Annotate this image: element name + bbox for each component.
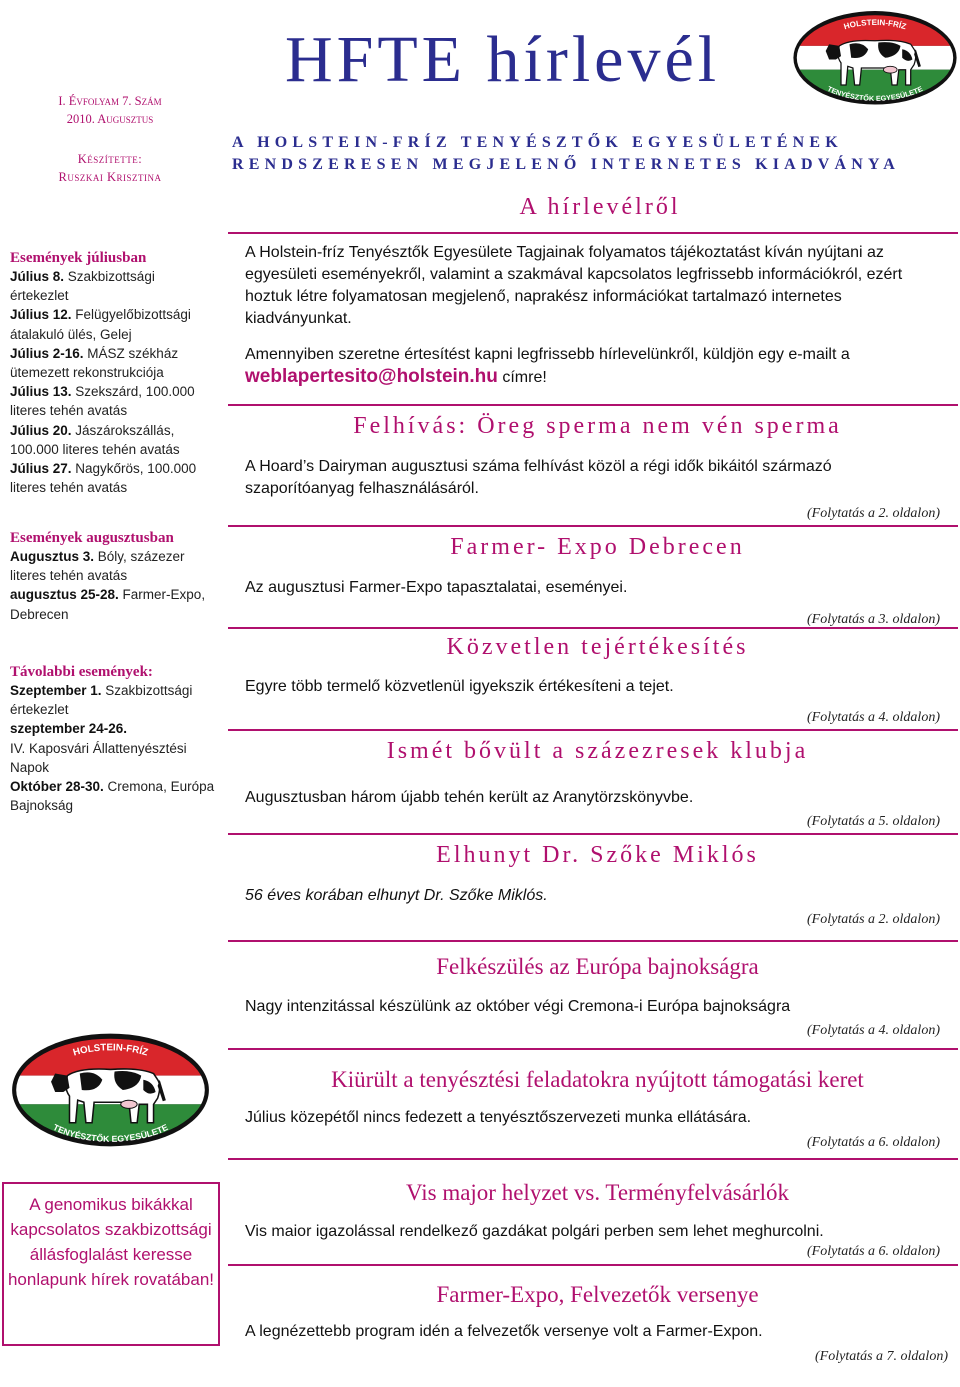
article-summary: A Hoard’s Dairyman augusztusi száma felhívást közöl a régi idők bikáitól származó szaporítóanyag felhasználásáról.	[245, 458, 832, 497]
issue-volume: I. Évfolyam 7. Szám	[58, 94, 162, 108]
list-item: IV. Kaposvári Állattenyésztési Napok	[10, 740, 187, 775]
svg-text:HOLSTEIN-FRÍZ: HOLSTEIN-FRÍZ	[842, 17, 908, 32]
list-item: Október 28-30. Cremona, Európa Bajnokság	[10, 779, 215, 814]
events-later	[10, 664, 215, 815]
author-name: Ruszkai Krisztina	[58, 170, 162, 184]
events-july-heading: Események júliusban	[10, 250, 147, 266]
continuation-note: (Folytatás a 5. oldalon)	[807, 814, 940, 829]
continuation-note: (Folytatás a 2. oldalon)	[807, 912, 940, 927]
continuation-note: (Folytatás a 6. oldalon)	[807, 1135, 940, 1150]
subscribe-suffix: címre!	[497, 369, 547, 386]
events-july-list	[10, 267, 215, 497]
divider	[228, 729, 958, 731]
subscribe-email-link[interactable]: weblapertesito@holstein.hu	[245, 366, 498, 387]
article-title[interactable]: Farmer- Expo Debrecen	[450, 534, 745, 560]
divider	[228, 1048, 958, 1050]
tagline	[232, 132, 900, 176]
continuation-note: (Folytatás a 3. oldalon)	[807, 612, 940, 627]
continuation-note: (Folytatás a 4. oldalon)	[807, 710, 940, 725]
list-item: Augusztus 3. Bóly, százezer literes tehén avatás	[10, 549, 185, 584]
list-item: Szeptember 1. Szakbizottsági értekezlet	[10, 683, 193, 718]
article-summary: Vis maior igazolással rendelkező gazdákat polgári perben sem lehet meghurcolni.	[245, 1223, 824, 1240]
article-title[interactable]: Kiürült a tenyésztési feladatokra nyújtott támogatási keret	[331, 1067, 864, 1092]
svg-text:HOLSTEIN-FRÍZ: HOLSTEIN-FRÍZ	[71, 1042, 150, 1059]
header-logo	[790, 2, 960, 117]
events-august-list	[10, 547, 215, 624]
continuation-note: (Folytatás a 4. oldalon)	[807, 1023, 940, 1038]
article-title[interactable]: Vis major helyzet vs. Terményfelvásárlók	[406, 1180, 789, 1205]
article-title[interactable]: Felhívás: Öreg sperma nem vén sperma	[353, 413, 842, 439]
divider	[228, 833, 958, 835]
list-item: szeptember 24-26.	[10, 721, 128, 737]
association-logo	[8, 1012, 213, 1172]
events-august	[10, 530, 215, 624]
intro-paragraph: A Holstein-fríz Tenyésztők Egyesülete Tagjainak folyamatos tájékoztatást kíván nyújtani az egyesületi eseményekről, valamint a szakmával kapcsolatos legfrissebb információkról, ezért hoztuk létre folyamatosan megjelenő, naprakész információkat tartalmazó internetes kiadványunkat.	[245, 244, 903, 327]
continuation-note: (Folytatás a 2. oldalon)	[807, 506, 940, 521]
svg-text:TENYÉSZTŐK EGYESÜLETE: TENYÉSZTŐK EGYESÜLETE	[825, 84, 925, 103]
intro-subscribe	[245, 344, 945, 389]
divider	[228, 404, 958, 406]
list-item: Július 2-16. MÁSZ székház ütemezett rekonstrukciója	[10, 345, 179, 381]
article-summary: Augusztusban három újabb tehén került az Aranytörzskönyvbe.	[245, 789, 694, 806]
prepared-label: Készítette:	[77, 152, 143, 166]
article-summary: Nagy intenzitással készülünk az október végi Cremona-i Európa bajnokságra	[245, 998, 791, 1015]
divider	[228, 940, 958, 942]
article-title[interactable]: Ismét bővült a százezresek klubja	[386, 738, 809, 764]
list-item: Július 13. Szekszárd, 100.000 literes tehén avatás	[10, 384, 195, 419]
genomics-callout: A genomikus bikákkal kapcsolatos szakbizottsági állásfoglalást keresse honlapunk hírek rovatában!	[2, 1182, 220, 1346]
credits	[10, 150, 210, 186]
divider	[228, 1264, 958, 1266]
issue-date: 2010. Augusztus	[66, 112, 154, 126]
subscribe-text: Amennyiben szeretne értesítést kapni legfrissebb hírlevelünkről, küldjön egy e-mailt a	[245, 346, 850, 363]
intro-title: A hírlevélről	[519, 194, 681, 220]
list-item: Július 20. Jászárokszállás, 100.000 literes tehén avatás	[10, 422, 180, 457]
list-item: Július 12. Felügyelőbizottsági átalakuló ülés, Gelej	[10, 307, 191, 342]
tagline-line-2: RENDSZERESEN MEGJELENŐ INTERNETES KIADVÁNYA	[232, 156, 900, 173]
article-title[interactable]: Felkészülés az Európa bajnokságra	[436, 954, 759, 979]
divider	[228, 627, 958, 629]
events-august-heading: Események augusztusban	[10, 530, 174, 546]
article-summary: Az augusztusi Farmer-Expo tapasztalatai, eseményei.	[245, 579, 628, 596]
issue-info	[10, 92, 210, 128]
continuation-note: (Folytatás a 6. oldalon)	[807, 1244, 940, 1259]
tagline-line-1: A HOLSTEIN-FRÍZ TENYÉSZTŐK EGYESÜLETÉNEK	[232, 134, 843, 151]
article-summary: Egyre több termelő közvetlenül igyekszik értékesíteni a tejet.	[245, 678, 674, 695]
list-item: Július 27. Nagykőrös, 100.000 literes tehén avatás	[10, 461, 197, 496]
divider	[228, 525, 958, 527]
article-title[interactable]: Farmer-Expo, Felvezetők versenye	[436, 1282, 759, 1307]
article-summary: Július közepétől nincs fedezett a tenyésztőszervezeti munka ellátására.	[245, 1109, 752, 1126]
article-title[interactable]: Elhunyt Dr. Szőke Miklós	[436, 842, 759, 868]
events-july	[10, 250, 215, 497]
list-item: Július 8. Szakbizottsági értekezlet	[10, 269, 155, 304]
article-summary: 56 éves korában elhunyt Dr. Szőke Miklós.	[245, 887, 548, 904]
divider	[228, 232, 958, 234]
continuation-note: (Folytatás a 7. oldalon)	[815, 1349, 948, 1364]
events-later-heading: Távolabbi események:	[10, 664, 153, 680]
article-title[interactable]: Közvetlen tejértékesítés	[446, 634, 749, 660]
svg-text:TENYÉSZTŐK EGYESÜLETE: TENYÉSZTŐK EGYESÜLETE	[51, 1122, 170, 1144]
events-later-list	[10, 681, 215, 815]
list-item: augusztus 25-28. Farmer-Expo, Debrecen	[10, 587, 206, 622]
divider	[228, 1158, 958, 1160]
article-summary: A legnézettebb program idén a felvezetők versenye volt a Farmer-Expon.	[245, 1323, 763, 1340]
newsletter-title: HFTE hírlevél	[285, 23, 721, 96]
